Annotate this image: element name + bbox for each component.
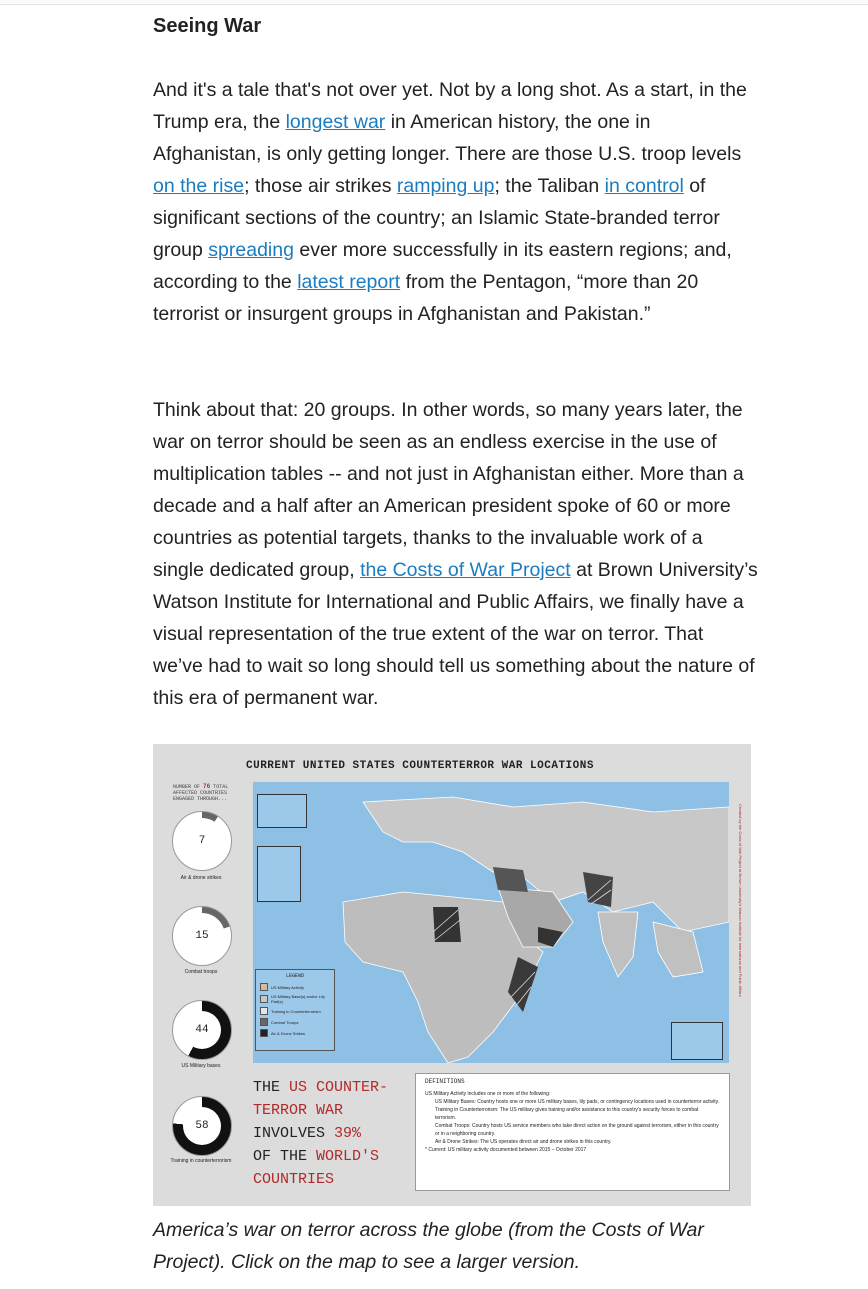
legend-item: Training in Counterterrorism (260, 1007, 330, 1015)
definitions-box (415, 1073, 730, 1191)
donut-label: US Military bases (181, 1063, 221, 1069)
link-longest-war[interactable]: longest war (285, 111, 386, 133)
map-credit: Created by the Costs of War Project at Brown University's Watson Institute for International and Public Affairs (738, 804, 743, 997)
inset-caribbean (257, 794, 307, 828)
link-on-the-rise[interactable]: on the rise (153, 175, 245, 197)
text: Think about that: 20 groups. In other words, so many years later, the war on terror should be seen as an endless exercise in the use of multiplication tables -- and not just in Afghanistan either. More than a decade and a half after an American president spoke of 60 or more countries as potential targets, thanks to the invaluable work of a single dedicated group, (153, 399, 744, 581)
legend-item: US Military Base(s) and/or Lily Pad(s) (260, 994, 330, 1004)
text: ; those air strikes (244, 175, 397, 197)
figure-title: CURRENT UNITED STATES COUNTERTERROR WAR LOCATIONS (246, 760, 594, 772)
inset-south-america (257, 846, 301, 902)
link-spreading[interactable]: spreading (208, 239, 294, 261)
legend-item: US Military Activity (260, 983, 330, 991)
text: ever more successfully in its eastern regions; and, according to the (153, 239, 732, 293)
inset-australia (671, 1022, 723, 1060)
text: in American history, the one in Afghanistan, is only getting longer. There are those U.S. troop levels (153, 111, 742, 165)
donut-air-drone-strikes: 7 (172, 811, 232, 871)
legend-item: Combat Troops (260, 1018, 330, 1026)
donut-combat-troops: 15 (172, 906, 232, 966)
definitions-intro: US Military Activity includes one or more of the following: (425, 1091, 551, 1097)
link-costs-of-war-project[interactable]: the Costs of War Project (360, 559, 571, 581)
donut-label: Training in counterterrorism (170, 1158, 232, 1164)
definitions-title: DEFINITIONS (425, 1078, 465, 1085)
text: And it's a tale that's not over yet. Not by a long shot. As a start, in the Trump era, the (153, 79, 747, 133)
map-legend (255, 969, 335, 1051)
donut-label: Air & drone strikes (180, 875, 222, 881)
figure-caption: America’s war on terror across the globe (from the Costs of War Project). Click on the map to see a larger version. (153, 1219, 704, 1273)
paragraph-2 (153, 394, 758, 714)
war-locations-map-figure[interactable] (153, 744, 751, 1206)
top-divider (0, 0, 868, 5)
text: from the Pentagon, “more than 20 terrorist or insurgent groups in Afghanistan and Pakistan.” (153, 271, 699, 325)
definition-item: Combat Troops: Country hosts US service members who take direct action on the ground against terrorism, either in this country or in a neighboring country. (435, 1123, 719, 1137)
legend-item: Air & Drone Strikes (260, 1029, 330, 1037)
definition-item: US Military Bases: Country hosts one or more US military bases, lily pads, or contingency locations used in counterterror activity. (435, 1099, 720, 1105)
donut-training: 58 (172, 1096, 232, 1156)
legend-title: LEGEND (285, 973, 304, 979)
figure-headline: THE US COUNTER- TERROR WAR INVOLVES 39% OF THE WORLD'S COUNTRIES (253, 1079, 389, 1188)
link-in-control[interactable]: in control (604, 175, 684, 197)
text: at Brown University’s Watson Institute for International and Public Affairs, we finally have a visual representation of the true extent of the war on terror. That we’ve had to wait so long should tell us something about the nature of this era of permanent war. (153, 559, 758, 709)
definition-item: Air & Drone Strikes: The US operates direct air and drone strikes in this country. (435, 1139, 612, 1145)
paragraph-1 (153, 74, 758, 330)
section-title: Seeing War (153, 15, 262, 37)
link-latest-report[interactable]: latest report (297, 271, 401, 293)
definition-item: Training in Counterterrorism: The US military gives training and/or assistance to this country's security forces to combat terrorism. (435, 1107, 699, 1121)
side-note: NUMBER OF 76 TOTAL AFFECTED COUNTRIES ENGAGED THROUGH... (173, 783, 229, 802)
donut-label: Combat troops (184, 969, 218, 975)
link-ramping-up[interactable]: ramping up (396, 175, 495, 197)
definitions-note: * Current: US military activity documented between 2015 – October 2017 (425, 1147, 587, 1153)
text: of significant sections of the country; an Islamic State-branded terror group (153, 175, 720, 261)
text: ; the Taliban (494, 175, 605, 197)
donut-military-bases: 44 (172, 1000, 232, 1060)
